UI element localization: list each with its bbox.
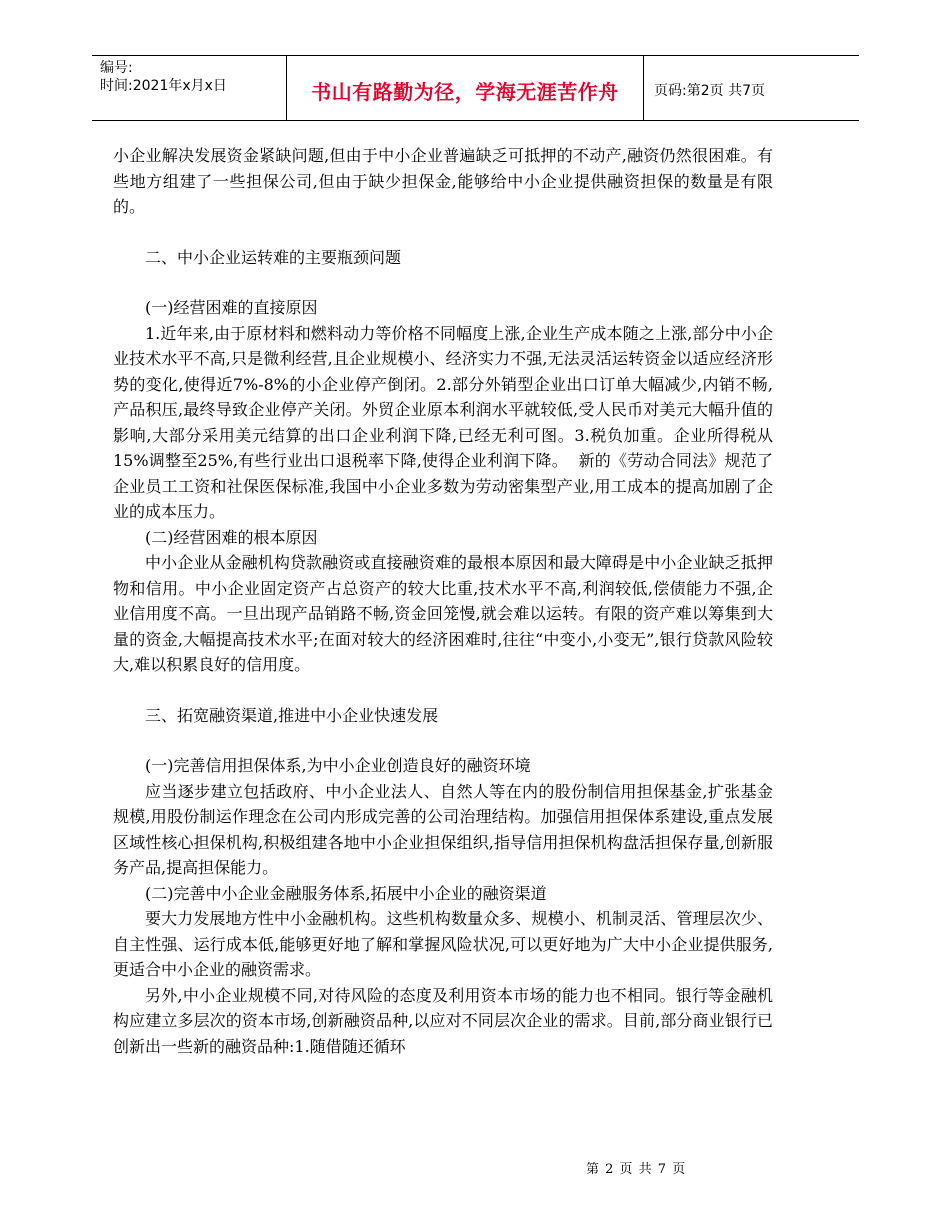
header-page-label: 页码:第2页 共7页 bbox=[654, 83, 765, 99]
subsection-heading: (一)完善信用担保体系,为中小企业创造良好的融资环境 bbox=[145, 756, 531, 775]
subsection-heading: (二)完善中小企业金融服务体系,拓展中小企业的融资渠道 bbox=[145, 883, 547, 903]
spacer bbox=[113, 270, 773, 295]
serial-label: 编号: bbox=[100, 60, 133, 76]
paragraph: 中小企业从金融机构贷款融资或直接融资难的最根本原因和最大障碍是中小企业缺乏抵押物和信用。中小企业固定资产占总资产的较大比重,技术水平不高,利润较低,偿债能力不强,企业信用度不高。一旦出现产品销路不畅,资金回笼慢,就会难以运转。有限的资产难以筹集到大量的资金,大幅提高技术水平;在面对较大的经济困难时,往往“中变小,小变无”,银行贷款风险较大,难以积累良好的信用度。 bbox=[113, 553, 773, 674]
time-label: 时间:2021年x月x日 bbox=[100, 78, 227, 94]
paragraph: 小企业解决发展资金紧缺问题,但由于中小企业普遍缺乏可抵押的不动产,融资仍然很困难。有些地方组建了一些担保公司,但由于缺少担保金,能够给中小企业提供融资担保的数量是有限的。 bbox=[113, 146, 773, 216]
spacer bbox=[113, 728, 773, 753]
header-motto-cell bbox=[286, 56, 644, 120]
paragraph: 另外,中小企业规模不同,对待风险的态度及利用资本市场的能力也不相同。银行等金融机构应建立多层次的资本市场,创新融资品种,以应对不同层次企业的需求。目前,部分商业银行已创新出一些新的融资品种:1.随借随还循环 bbox=[113, 985, 773, 1056]
section-heading: 二、中小企业运转难的主要瓶颈问题 bbox=[145, 247, 402, 267]
subsection-heading: (二)经营困难的根本原因 bbox=[145, 527, 318, 547]
header-info bbox=[92, 56, 286, 120]
page-header bbox=[92, 55, 859, 121]
motto-text: 书山有路勤为径，学海无涯苦作舟 bbox=[311, 80, 619, 104]
document-body bbox=[113, 143, 773, 1059]
spacer bbox=[113, 220, 773, 245]
paragraph: 应当逐步建立包括政府、中小企业法人、自然人等在内的股份制信用担保基金,扩张基金规模,用股份制运作理念在公司内形成完善的公司治理结构。加强信用担保体系建设,重点发展区域性核心担保机构,积极组建各地中小企业担保组织,指导信用担保机构盘活担保存量,创新服务产品,提高担保能力。 bbox=[113, 781, 773, 877]
subsection-heading: (一)经营困难的直接原因 bbox=[145, 298, 318, 317]
paragraph: 1.近年来,由于原材料和燃料动力等价格不同幅度上涨,企业生产成本随之上涨,部分中小企业技术水平不高,只是微利经营,且企业规模小、经济实力不强,无法灵活运转资金以适应经济形势的变化,使得近7%-8%的小企业停产倒闭。2.部分外销型企业出口订单大幅减少,内销不畅,产品积压,最终导致企业停产关闭。外贸企业原本利润水平就较低,受人民币对美元大幅升值的影响,大部分采用美元结算的出口企业利润下降,已经无利可图。3.税负加重。企业所得税从15%调整至25%,有些行业出口退税率下降,使得企业利润下降。 新的《劳动合同法》规范了企业员工工资和社保医保标准,我国中小企业多数为劳动密集型产业,用工成本的提高加剧了企业的成本压力。 bbox=[113, 323, 773, 521]
spacer bbox=[113, 678, 773, 703]
page-footer: 第 2 页 共 7 页 bbox=[586, 1162, 687, 1177]
paragraph: 要大力发展地方性中小金融机构。这些机构数量众多、规模小、机制灵活、管理层次少、自主性强、运行成本低,能够更好地了解和掌握风险状况,可以更好地为广大中小企业提供服务,更适合中小企业的融资需求。 bbox=[113, 909, 773, 979]
section-heading: 三、拓宽融资渠道,推进中小企业快速发展 bbox=[145, 705, 439, 725]
